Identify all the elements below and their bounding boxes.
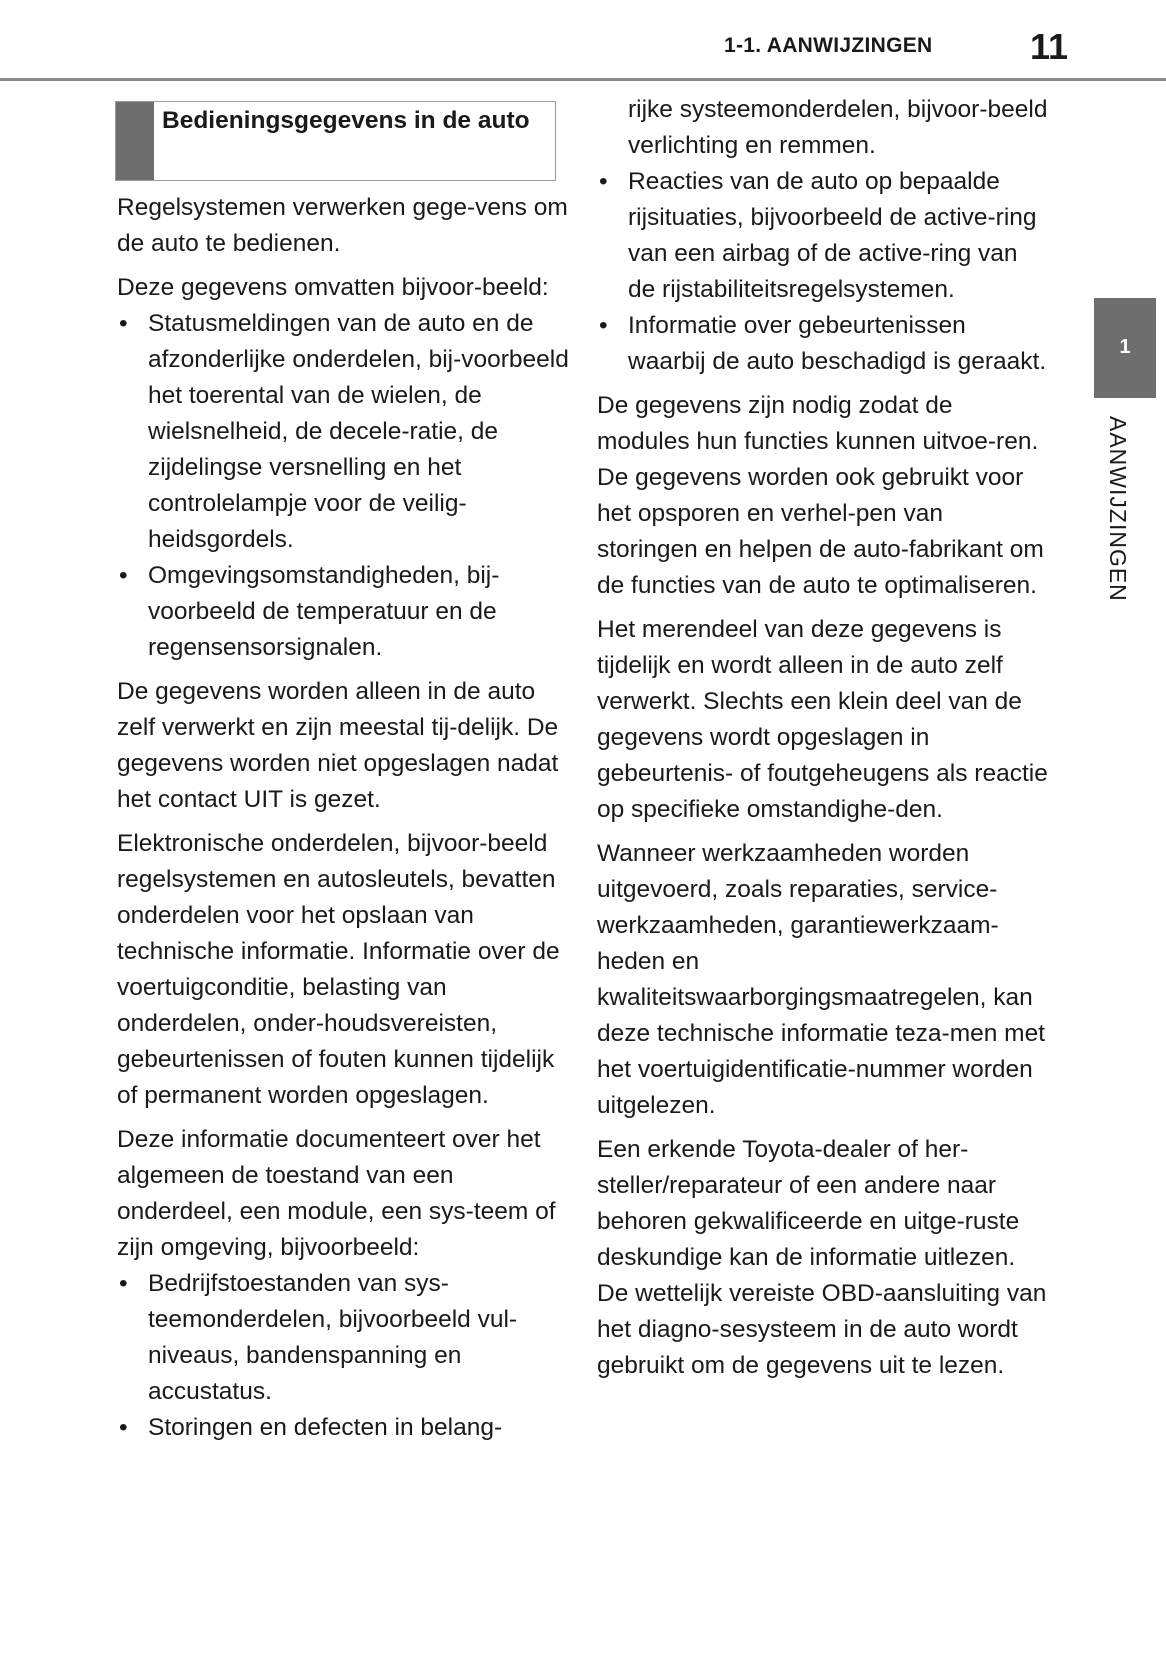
paragraph: Regelsystemen verwerken gege-vens om de auto te bedienen. bbox=[117, 194, 568, 257]
bullet-list bbox=[597, 164, 1049, 380]
paragraph: Elektronische onderdelen, bijvoor-beeld regelsystemen en autosleutels, bevatten onderdelen voor het opslaan van technische informatie. Informatie over de voertuigconditie, belasting van onderdelen, onder-houdsvereisten, gebeurtenissen of fouten kunnen tijdelijk of permanent worden opgeslagen. bbox=[117, 830, 560, 1109]
paragraph: De gegevens worden alleen in de auto zelf verwerkt en zijn meestal tij-delijk. De gegevens worden niet opgeslagen nadat het contact UIT is gezet. bbox=[117, 678, 559, 813]
list-item-text: Bedrijfstoestanden van sys-teemonderdelen, bijvoorbeeld vul-niveaus, bandenspanning en accustatus. bbox=[148, 1270, 518, 1405]
section-heading-bar bbox=[116, 102, 154, 180]
bullet-icon: • bbox=[119, 1414, 128, 1441]
right-column bbox=[597, 92, 1049, 1392]
list-item-text: Informatie over gebeurtenissen waarbij de auto beschadigd is geraakt. bbox=[628, 312, 1047, 375]
bullet-icon: • bbox=[119, 1270, 128, 1297]
list-item-text: Omgevingsomstandigheden, bij-voorbeeld de temperatuur en de regensensorsignalen. bbox=[148, 562, 500, 661]
list-item bbox=[597, 164, 1049, 308]
bullet-icon: • bbox=[599, 312, 608, 339]
page-number: 11 bbox=[1030, 26, 1069, 67]
paragraph: Deze informatie documenteert over het algemeen de toestand van een onderdeel, een module, een sys-teem of zijn omgeving, bijvoorbeeld: bbox=[117, 1126, 556, 1261]
chapter-tab bbox=[1094, 298, 1156, 398]
bullet-list bbox=[117, 306, 569, 666]
bullet-icon: • bbox=[119, 310, 128, 337]
header-divider bbox=[0, 78, 1166, 81]
list-item bbox=[597, 308, 1049, 380]
section-heading-title: Bedieningsgegevens in de auto bbox=[162, 107, 530, 134]
list-item-text: Statusmeldingen van de auto en de afzonderlijke onderdelen, bij-voorbeeld het toerental van de wielen, de wielsnelheid, de decele-ratie, de zijdelingse versnelling en het controlelampje voor de veilig-heidsgordels. bbox=[148, 310, 569, 553]
list-item-text: Storingen en defecten in belang- bbox=[148, 1414, 503, 1441]
paragraph: Deze gegevens omvatten bijvoor-beeld: bbox=[117, 274, 549, 301]
bullet-icon: • bbox=[599, 168, 608, 195]
list-item-text: Reacties van de auto op bepaalde rijsituaties, bijvoorbeeld de active-ring van een airbag of de active-ring van de rijstabiliteitsregelsystemen. bbox=[628, 168, 1037, 303]
bullet-list bbox=[117, 1266, 569, 1446]
paragraph: De gegevens zijn nodig zodat de modules hun functies kunnen uitvoe-ren. De gegevens worden ook gebruikt voor het opsporen en verhel-pen van storingen en helpen de auto-fabrikant om de functies van de auto te optimaliseren. bbox=[597, 392, 1044, 599]
paragraph: Wanneer werkzaamheden worden uitgevoerd, zoals reparaties, service-werkzaamheden, garantiewerkzaam-heden en kwaliteitswaarborgingsmaatregelen, kan deze technische informatie teza-men met het voertuigidentificatie-nummer worden uitgelezen. bbox=[597, 840, 1046, 1119]
paragraph: Een erkende Toyota-dealer of her-steller/reparateur of een andere naar behoren gekwalificeerde en uitge-ruste deskundige kan de informatie uitlezen. De wettelijk vereiste OBD-aansluiting van het diagno-sesysteem in de auto wordt gebruikt om de gegevens uit te lezen. bbox=[597, 1136, 1047, 1379]
list-item bbox=[117, 306, 569, 558]
list-item bbox=[117, 1266, 569, 1410]
list-item bbox=[117, 558, 569, 666]
left-column bbox=[117, 190, 569, 1454]
chapter-side-label: AANWIJZINGEN bbox=[1105, 416, 1131, 602]
list-item-continuation: rijke systeemonderdelen, bijvoor-beeld verlichting en remmen. bbox=[628, 96, 1048, 159]
header-section-title: 1-1. AANWIJZINGEN bbox=[724, 34, 933, 57]
list-item bbox=[117, 1410, 569, 1446]
chapter-tab-number: 1 bbox=[1119, 336, 1131, 358]
section-heading-box bbox=[115, 101, 556, 181]
paragraph: Het merendeel van deze gegevens is tijdelijk en wordt alleen in de auto zelf verwerkt. Slechts een klein deel van de gegevens wordt opgeslagen in gebeurtenis- of foutgeheugens als reactie op specifieke omstandighe-den. bbox=[597, 616, 1048, 823]
bullet-icon: • bbox=[119, 562, 128, 589]
